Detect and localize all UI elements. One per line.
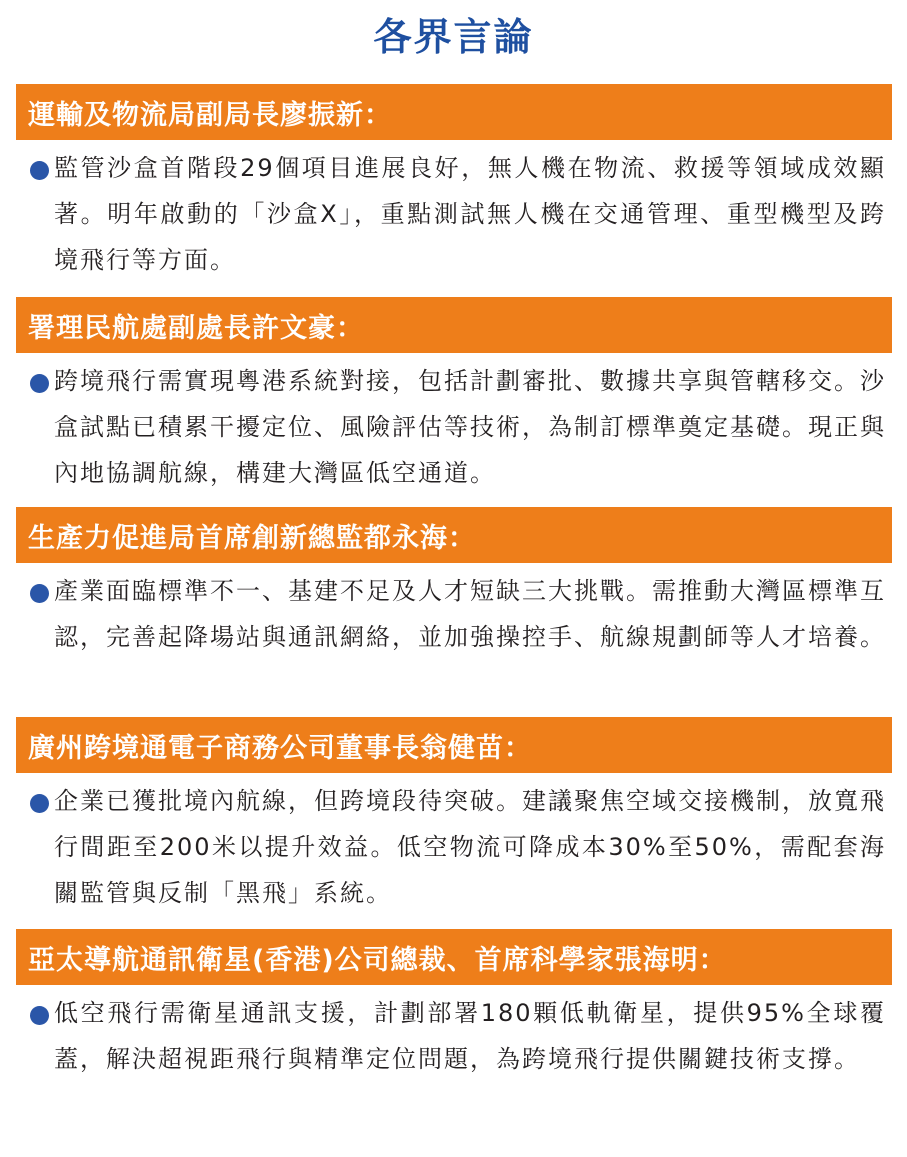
statement-text: 低空飛行需衛星通訊支援，計劃部署180顆低軌衛星，提供95%全球覆蓋，解決超視距飛行與精準定位問題，為跨境飛行提供關鍵技術支撐。 bbox=[54, 999, 886, 1073]
bullet-dot-icon bbox=[30, 374, 49, 393]
bullet-dot-icon bbox=[30, 161, 49, 180]
bullet-dot-icon bbox=[30, 794, 49, 813]
statement-body bbox=[16, 773, 892, 916]
speaker-section-5 bbox=[16, 929, 892, 1082]
bullet-dot-icon bbox=[30, 1006, 49, 1025]
statement-body bbox=[16, 563, 892, 660]
statement-text: 跨境飛行需實現粵港系統對接，包括計劃審批、數據共享與管轄移交。沙盒試點已積累干擾定位、風險評估等技術，為制訂標準奠定基礎。現正與內地協調航線，構建大灣區低空通道。 bbox=[54, 367, 886, 487]
speaker-header: 亞太導航通訊衛星(香港)公司總裁、首席科學家張海明： bbox=[16, 929, 892, 985]
bullet-dot-icon bbox=[30, 584, 49, 603]
speaker-header: 廣州跨境通電子商務公司董事長翁健苗： bbox=[16, 717, 892, 773]
speaker-section-2 bbox=[16, 297, 892, 496]
speaker-section-3 bbox=[16, 507, 892, 660]
statement-text: 產業面臨標準不一、基建不足及人才短缺三大挑戰。需推動大灣區標準互認，完善起降場站與通訊網絡，並加強操控手、航線規劃師等人才培養。 bbox=[54, 577, 886, 651]
speaker-section-1 bbox=[16, 84, 892, 283]
speaker-header: 署理民航處副處長許文豪： bbox=[16, 297, 892, 353]
page-title: 各界言論 bbox=[373, 15, 534, 59]
statement-body bbox=[16, 353, 892, 496]
speaker-section-4 bbox=[16, 717, 892, 916]
statement-text: 監管沙盒首階段29個項目進展良好，無人機在物流、救援等領域成效顯著。明年啟動的「沙盒X」，重點測試無人機在交通管理、重型機型及跨境飛行等方面。 bbox=[54, 154, 886, 274]
speaker-header: 生產力促進局首席創新總監都永海： bbox=[16, 507, 892, 563]
statement-body bbox=[16, 140, 892, 283]
statement-text: 企業已獲批境內航線，但跨境段待突破。建議聚焦空域交接機制，放寬飛行間距至200米以提升效益。低空物流可降成本30%至50%，需配套海關監管與反制「黑飛」系統。 bbox=[54, 787, 886, 907]
speaker-header: 運輸及物流局副局長廖振新： bbox=[16, 84, 892, 140]
statement-body bbox=[16, 985, 892, 1082]
